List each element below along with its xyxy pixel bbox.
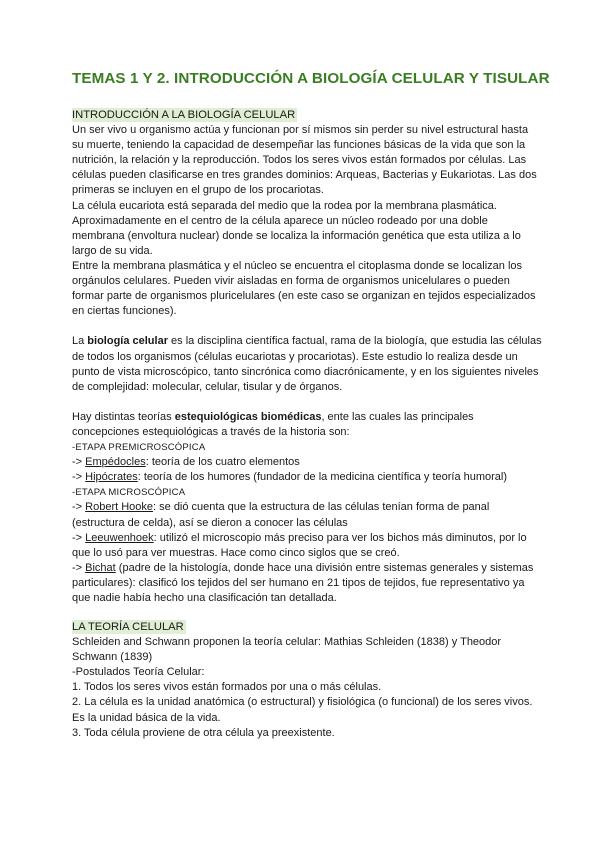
name-empedocles: Empédocles [85,456,146,469]
document-title: TEMAS 1 Y 2. INTRODUCCIÓN A BIOLOGÍA CELULAR Y TISULAR [72,70,550,87]
stage-premicroscopic: -ETAPA PREMICROSCÓPICA [72,442,206,454]
section-cell-theory [72,620,542,741]
paragraph-intro-3: Entre la membrana plasmática y el núcleo se encuentra el citoplasma donde se localizan los orgánulos celulares. Pueden vivir aisladas en forma de organismos unicelulares o pueden formar parte de organismos pluricelulares (en este caso se organizan en tejidos especializados en ciertas funciones). [72,259,536,318]
section-heading-intro: INTRODUCCIÓN A LA BIOLOGÍA CELULAR [72,109,296,121]
stage-microscopic: -ETAPA MICROSCÓPICA [72,487,186,499]
postulate-1: 1. Todos los seres vivos están formados por una o más células. [72,681,382,694]
section-intro [72,108,542,606]
paragraph-intro-2: La célula eucariota está separada del medio que la rodea por la membrana plasmática. Aproximadamente en el centro de la célula aparece un núcleo rodeado por una doble membrana (envoltura nuclear) donde se localiza la información genética que esta utiliza a lo largo de su vida. [72,199,521,257]
list-item-hipocrates: -> Hipócrates: teoría de los humores (fundador de la medicina científica y teoría humoral) [72,471,508,484]
name-hooke: Robert Hooke [85,501,154,514]
name-bichat: Bichat [85,561,116,574]
postulate-2: 2. La célula es la unidad anatómica (o estructural) y fisiológica (o funcional) de los seres vivos. Es la unidad básica de la vida. [72,696,533,724]
term-estequiologicas: estequiológicas biomédicas [174,410,322,423]
paragraph-theories: Hay distintas teorías estequiológicas biomédicas, ente las cuales las principales concepciones estequiológicas a través de la historia son: [72,410,474,438]
section-heading-cell-theory: LA TEORÍA CELULAR [72,621,184,633]
paragraph-intro-1: Un ser vivo u organismo actúa y funcionan por sí mismos sin perder su nivel estructural hasta su muerte, teniendo la capacidad de desempeñar las funciones básicas de la vida que son la nutrición, la relación y la reproducción. Todos los seres vivos están formados por células. Las células pueden clasificarse en tres grandes dominios: Arqueas, Bacterias y Eukariotas. Las dos primeras se incluyen en el grupo de los procariotas. [72,124,537,197]
paragraph-cell-biology: La biología celular es la disciplina científica factual, rama de la biología, que estudia las células de todos los organismos (células eucariotas y procariotas). Este estudio lo realiza desde un punto de vista microscópico, tanto sincrónica como diacrónicamente, y en los siguientes niveles de complejidad: molecular, celular, tisular y de órganos. [72,335,542,393]
list-item-bichat: -> Bichat (padre de la histología, donde hace una división entre sistemas generales y sistemas particulares): clasificó los tejidos del ser humano en 21 tipos de tejidos, fue representativo ya que nadie había hecho una clasificación tan detallada. [72,561,534,604]
list-item-leeuwenhoek: -> Leeuwenhoek: utilizó el microscopio más preciso para ver los bichos más diminutos, por lo que lo usó para ver muestras. Hace como cinco siglos que se creó. [72,531,527,559]
postulate-3: 3. Toda célula proviene de otra célula ya preexistente. [72,726,335,739]
postulates-label: -Postulados Teoría Celular: [72,666,205,679]
list-item-hooke: -> Robert Hooke: se dió cuenta que la estructura de las células tenían forma de panal (estructura de celda), así se dieron a conocer las células [72,501,490,529]
term-biologia-celular: biología celular [87,335,168,348]
list-item-empedocles: -> Empédocles: teoría de los cuatro elementos [72,456,300,469]
name-hipocrates: Hipócrates [85,471,138,484]
paragraph-schleiden-schwann: Schleiden and Schwann proponen la teoría celular: Mathias Schleiden (1838) y Theodor Schwann (1839) [72,636,502,664]
name-leeuwenhoek: Leeuwenhoek [85,531,154,544]
